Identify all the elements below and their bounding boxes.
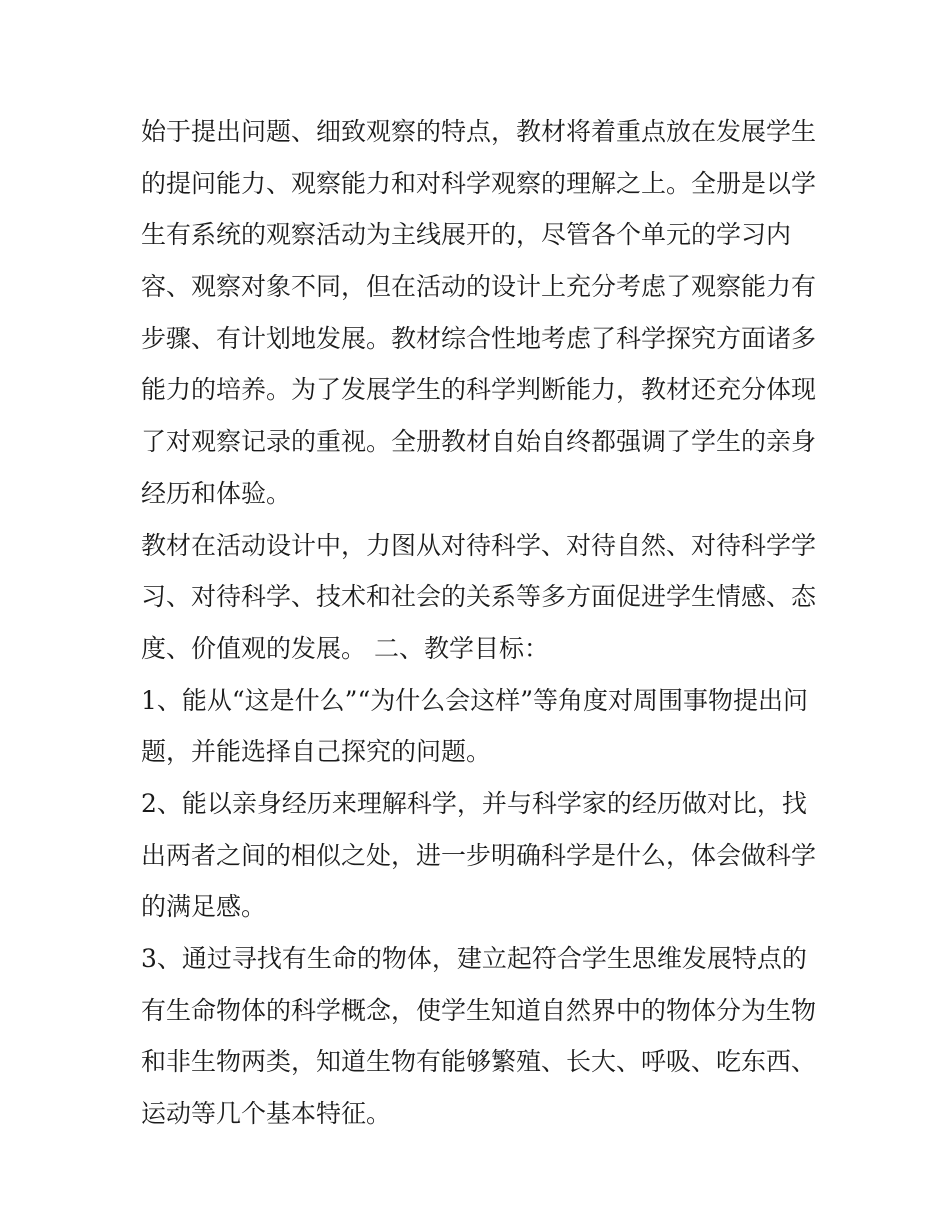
text-line: 习、对待科学、技术和社会的关系等多方面促进学生情感、态 (141, 582, 817, 612)
text-line: 题，并能选择自己探究的问题。 (141, 737, 492, 767)
text-line: 有生命物体的科学概念，使学生知道自然界中的物体分为生物 (141, 995, 817, 1025)
text-line: 1、能从“这是什么”“为什么会这样”等角度对周围事物提出问 (141, 685, 809, 715)
text-line: 始于提出问题、细致观察的特点，教材将着重点放在发展学生 (141, 117, 817, 146)
text-line: 运动等几个基本特征。 (141, 1099, 392, 1129)
text-line: 的提问能力、观察能力和对科学观察的理解之上。全册是以学 (141, 168, 817, 198)
body-text (141, 106, 821, 1140)
text-line: 能力的培养。为了发展学生的科学判断能力，教材还充分体现 (141, 375, 817, 405)
text-line: 出两者之间的相似之处，进一步明确科学是什么，体会做科学 (141, 840, 817, 870)
text-line: 了对观察记录的重视。全册教材自始自终都强调了学生的亲身 (141, 427, 817, 457)
text-line: 度、价值观的发展。 二、教学目标： (141, 633, 549, 663)
text-line: 和非生物两类，知道生物有能够繁殖、长大、呼吸、吃东西、 (141, 1047, 817, 1077)
text-line: 的满足感。 (141, 892, 267, 922)
text-line: 教材在活动设计中，力图从对待科学、对待自然、对待科学学 (141, 530, 817, 560)
text-line: 经历和体验。 (141, 478, 292, 508)
text-line: 3、通过寻找有生命的物体，建立起符合学生思维发展特点的 (141, 944, 807, 973)
text-line: 步骤、有计划地发展。教材综合性地考虑了科学探究方面诸多 (141, 323, 817, 353)
text-line: 2、能以亲身经历来理解科学，并与科学家的经历做对比，找 (141, 788, 807, 818)
text-line: 容、观察对象不同，但在活动的设计上充分考虑了观察能力有 (141, 272, 817, 302)
text-line: 生有系统的观察活动为主线展开的，尽管各个单元的学习内 (141, 220, 792, 250)
